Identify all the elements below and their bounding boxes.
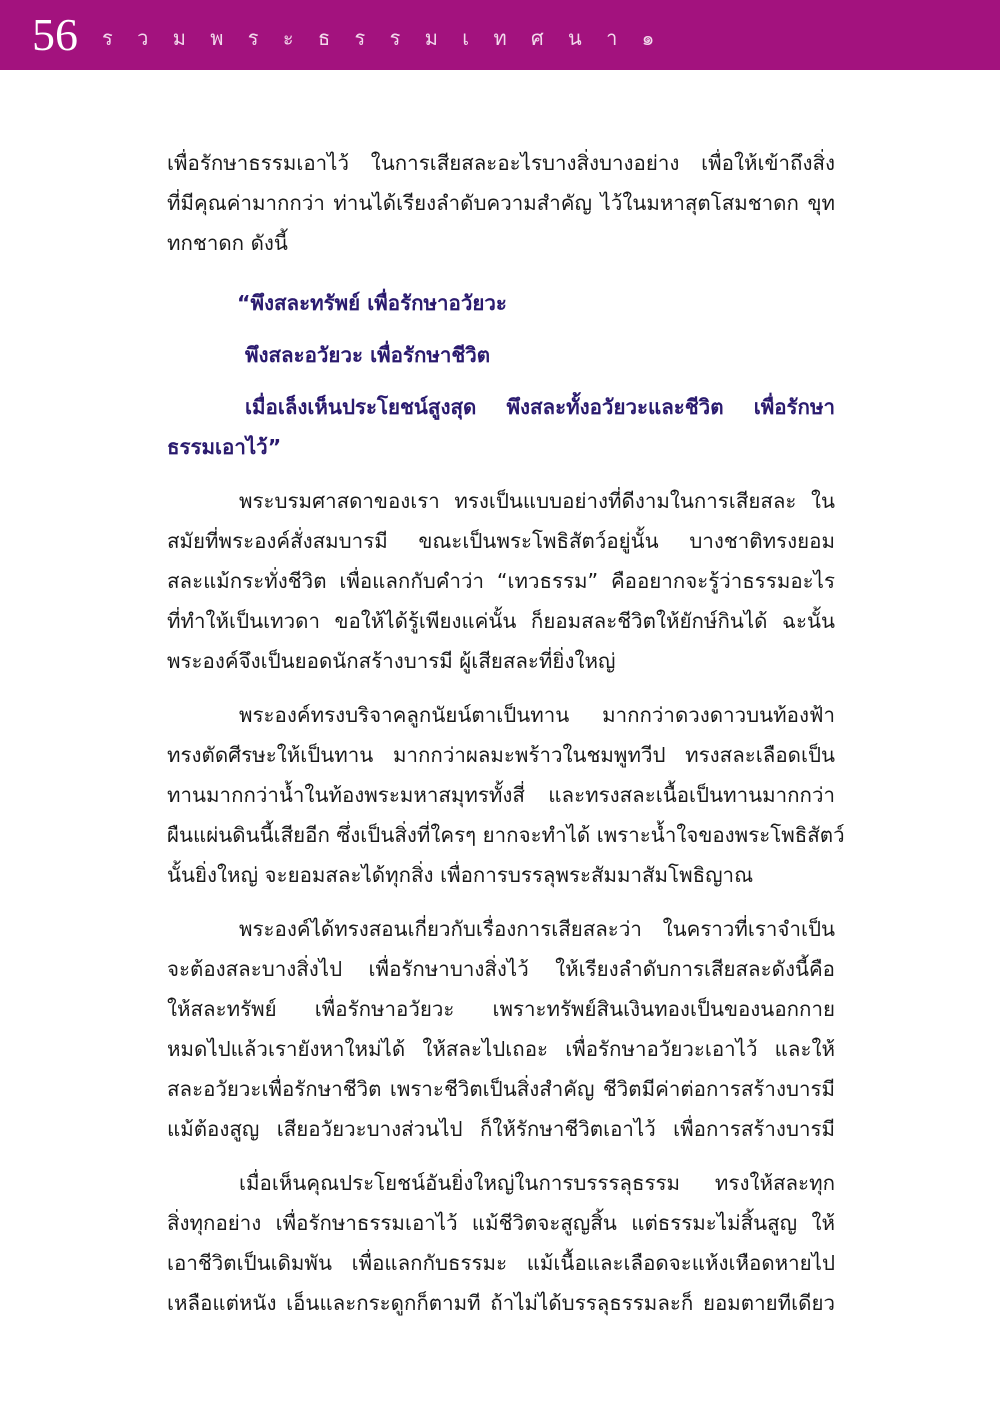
text-line: เพื่อรักษาธรรมเอาไว้ ในการเสียสละอะไรบางสิ่งบางอย่าง เพื่อให้เข้าถึงสิ่ง [167, 151, 835, 175]
text-line: หมดไปแล้วเรายังหาใหม่ได้ ให้สละไปเถอะ เพื่อรักษาอวัยวะเอาไว้ และให้ [167, 1037, 835, 1061]
text-line: พระองค์ได้ทรงสอนเกี่ยวกับเรื่องการเสียสละว่า ในคราวที่เราจำเป็น [239, 917, 835, 941]
text-line: ทรงตัดศีรษะให้เป็นทาน มากกว่าผลมะพร้าวในชมพูทวีป ทรงสละเลือดเป็น [167, 743, 835, 767]
page-number: 56 [32, 9, 78, 60]
quote-line: เมื่อเล็งเห็นประโยชน์สูงสุด พึงสละทั้งอวัยวะและชีวิต เพื่อรักษา [245, 395, 835, 419]
quote-line: พึงสละอวัยวะ เพื่อรักษาชีวิต [245, 343, 491, 367]
text-line: พระองค์ทรงบริจาคลูกนัยน์ตาเป็นทาน มากกว่าดวงดาวบนท้องฟ้า [239, 703, 835, 727]
text-line: ที่มีคุณค่ามากกว่า ท่านได้เรียงลำดับความสำคัญ ไว้ในมหาสุตโสมชาดก ขุท [167, 191, 835, 215]
text-line: ที่ทำให้เป็นเทวดา ขอให้ได้รู้เพียงแค่นั้น ก็ยอมสละชีวิตให้ยักษ์กินได้ ฉะนั้น [167, 609, 835, 633]
text-line: เหลือแต่หนัง เอ็นและกระดูกก็ตามที ถ้าไม่ได้บรรลุธรรมละก็ ยอมตายทีเดียว [167, 1291, 835, 1315]
text-line: ผืนแผ่นดินนี้เสียอีก ซึ่งเป็นสิ่งที่ใครๆ ยากจะทำได้ เพราะน้ำใจของพระโพธิสัตว์ [167, 823, 845, 847]
text-line: สมัยที่พระองค์สั่งสมบารมี ขณะเป็นพระโพธิสัตว์อยู่นั้น บางชาติทรงยอม [167, 529, 835, 553]
text-line: แม้ต้องสูญ เสียอวัยวะบางส่วนไป ก็ให้รักษาชีวิตเอาไว้ เพื่อการสร้างบารมี [167, 1117, 835, 1141]
text-line: สิ่งทุกอย่าง เพื่อรักษาธรรมเอาไว้ แม้ชีวิตจะสูญสิ้น แต่ธรรมะไม่สิ้นสูญ ให้ [167, 1211, 835, 1235]
text-line: ทกชาดก ดังนี้ [167, 231, 288, 255]
book-title: ร ว ม พ ร ะ ธ ร ร ม เ ท ศ น า ๑ [102, 26, 664, 50]
paragraph-1 [167, 481, 835, 681]
quote-block [167, 283, 835, 467]
quote-line: “พึงสละทรัพย์ เพื่อรักษาอวัยวะ [237, 291, 507, 315]
text-line: ให้สละทรัพย์ เพื่อรักษาอวัยวะ เพราะทรัพย์สินเงินทองเป็นของนอกกาย [167, 997, 835, 1021]
text-line: ทานมากกว่าน้ำในท้องพระมหาสมุทรทั้งสี่ และทรงสละเนื้อเป็นทานมากกว่า [167, 783, 835, 807]
paragraph-3 [167, 909, 835, 1149]
text-line: เมื่อเห็นคุณประโยชน์อันยิ่งใหญ่ในการบรรรลุธรรม ทรงให้สละทุก [239, 1171, 835, 1195]
text-line: พระบรมศาสดาของเรา ทรงเป็นแบบอย่างที่ดีงามในการเสียสละ ใน [239, 489, 835, 513]
text-line: สละแม้กระทั่งชีวิต เพื่อแลกกับคำว่า “เทวธรรม” คืออยากจะรู้ว่าธรรมอะไร [167, 569, 835, 593]
text-line: เอาชีวิตเป็นเดิมพัน เพื่อแลกกับธรรมะ แม้เนื้อและเลือดจะแห้งเหือดหายไป [167, 1251, 835, 1275]
paragraph-2 [167, 695, 845, 895]
text-line: นั้นยิ่งใหญ่ จะยอมสละได้ทุกสิ่ง เพื่อการบรรลุพระสัมมาสัมโพธิญาณ [167, 863, 754, 887]
text-line: สละอวัยวะเพื่อรักษาชีวิต เพราะชีวิตเป็นสิ่งสำคัญ ชีวิตมีค่าต่อการสร้างบารมี [167, 1077, 835, 1101]
paragraph-4 [167, 1163, 835, 1323]
header-bar [0, 0, 1000, 70]
intro-paragraph [167, 143, 835, 263]
text-line: จะต้องสละบางสิ่งไป เพื่อรักษาบางสิ่งไว้ ให้เรียงลำดับการเสียสละดังนี้คือ [167, 957, 835, 981]
page-body [167, 143, 845, 1323]
text-line: พระองค์จึงเป็นยอดนักสร้างบารมี ผู้เสียสละที่ยิ่งใหญ่ [167, 649, 616, 673]
quote-line: ธรรมเอาไว้” [167, 435, 282, 459]
